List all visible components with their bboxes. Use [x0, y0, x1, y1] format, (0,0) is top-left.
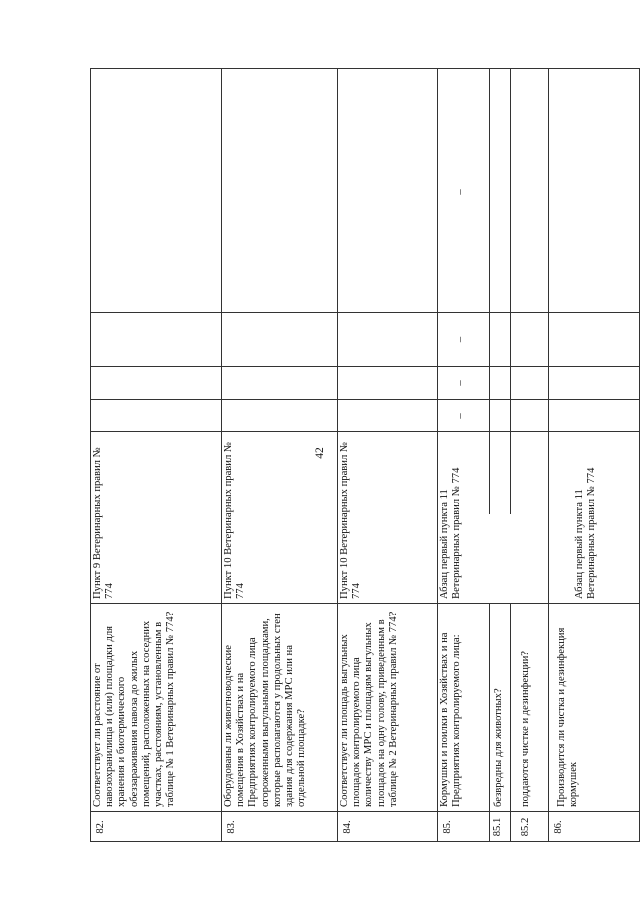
answer-dash: – — [455, 380, 466, 386]
answer-dash: – — [455, 413, 466, 419]
row-number: 85.2 — [520, 817, 531, 837]
row-number: 83. — [226, 820, 237, 834]
row-number: 84. — [342, 820, 353, 834]
column-divider — [90, 366, 640, 367]
requirement-question: Соответствует ли площадь выгульных площадок контролируемого лица количеству МРС и площадям выгульных площадок на одну голову, приведенным в таблице № 2 Ветеринарных правил № 774? — [339, 611, 399, 807]
row-number: 82. — [95, 820, 106, 834]
requirement-question: поддаются чистке и дезинфекции? — [520, 651, 531, 807]
row-number: 85. — [442, 820, 453, 834]
column-divider — [90, 399, 640, 400]
legal-reference: Абзац первый пункта 11 Ветеринарных правил № 774 — [574, 467, 598, 599]
table-border — [90, 68, 640, 69]
requirement-question: Производится ли чистка и дезинфекция кормушек — [556, 627, 580, 807]
requirement-question: Соответствует ли расстояние от навозохранилища и (или) площадки для хранения и биотермического обеззараживания навоза до жилых помещений, расположенных на соседних участках, расстояниям, установленным в таблице № 1 Ветеринарных правил № 774? — [92, 611, 177, 807]
requirement-question: Оборудованы ли животноводческие помещения в Хозяйствах и на Предприятиях контролируемого лица огороженными выгульными площадками, которые располагаются у продольных стен здания для содержания МРС или на отдельной площадке? — [223, 613, 308, 807]
legal-reference: Пункт 10 Ветеринарных правил № 774 — [339, 442, 363, 599]
legal-reference: Пункт 10 Ветеринарных правил № 774 — [223, 442, 247, 599]
legal-reference: Абзац первый пункта 11 Ветеринарных правил № 774 — [439, 467, 463, 599]
column-divider — [90, 312, 640, 313]
requirement-question: безвредны для животных? — [493, 688, 504, 807]
row-number: 85.1 — [492, 817, 503, 837]
requirement-question: Кормушки и поилки в Хозяйствах и на Предприятиях контролируемого лица: — [439, 632, 463, 807]
checklist-table — [90, 68, 640, 842]
answer-dash: – — [455, 336, 466, 343]
answer-dash: – — [455, 189, 466, 195]
legal-reference: Пункт 9 Ветеринарных правил № 774 — [92, 447, 116, 599]
page-number: 42 — [314, 447, 326, 459]
row-number: 86. — [553, 820, 564, 834]
